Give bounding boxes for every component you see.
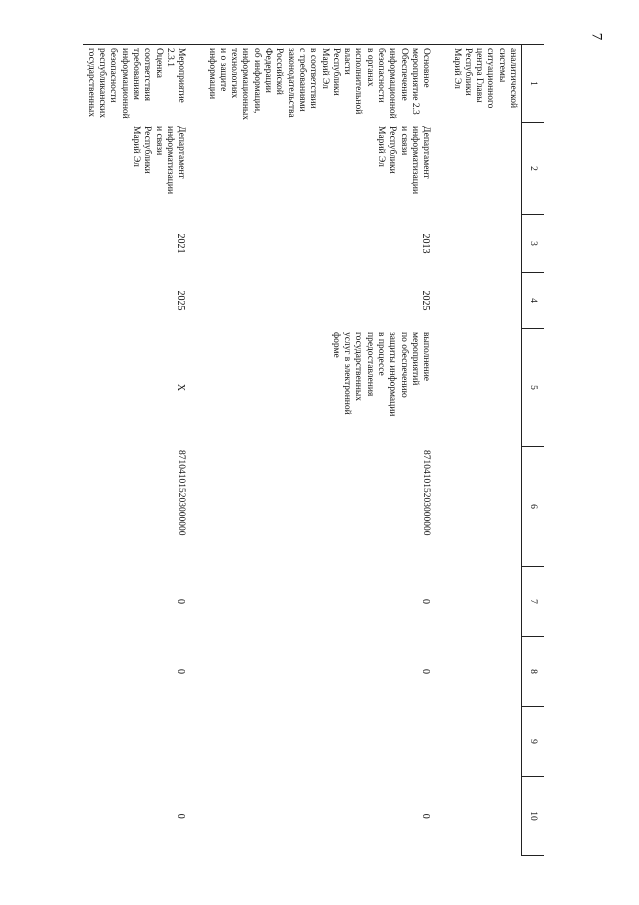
column-header-6: 6 (522, 447, 545, 567)
cell-10 (203, 777, 434, 856)
cell-value: 2021 (175, 233, 187, 254)
cell-text-line: безопасности (108, 48, 119, 103)
column-header-5: 5 (522, 329, 545, 447)
spacer-cell (434, 777, 448, 856)
cell-text-line: об информации, (251, 48, 262, 114)
cell-5 (83, 329, 190, 447)
cell-4 (83, 273, 190, 329)
column-header-7: 7 (522, 567, 545, 637)
cell-text-line: выполнение (421, 332, 432, 382)
cell-4 (203, 273, 434, 329)
cell-value: 0 (420, 599, 432, 604)
cell-text-line: требованиям (131, 48, 142, 100)
cell-3 (203, 215, 434, 273)
cell-text-line: Оценка (153, 48, 164, 78)
cell-text-line: Обеспечение (398, 48, 409, 101)
column-header-8: 8 (522, 637, 545, 707)
cell-8 (448, 637, 521, 707)
cell-text-line: и связи (153, 126, 164, 156)
header-row (522, 45, 545, 856)
cell-text-line: государственных (353, 332, 364, 402)
cell-text-line: Республики (387, 126, 398, 174)
cell-8 (203, 637, 434, 707)
cell-9 (83, 707, 190, 777)
cell-7 (203, 567, 434, 637)
cell-10 (83, 777, 190, 856)
cell-text-line: Марий Эл (131, 126, 142, 167)
cell-text-line: форме (330, 332, 341, 358)
cell-text-line: аналитической (508, 48, 518, 109)
cell-10 (448, 777, 521, 856)
cell-text-line: информации (206, 48, 217, 100)
cell-text-line: республиканских (97, 48, 108, 118)
cell-text-line: защиты информации (387, 332, 398, 417)
cell-6 (448, 447, 521, 567)
cell-text-line: Департамент (421, 126, 432, 179)
cell-text-line: Основное (421, 48, 432, 88)
column-header-1: 1 (522, 45, 545, 123)
table-row (83, 45, 190, 856)
cell-text-line: Мероприятие 2.3.1 (164, 48, 187, 103)
cell-2 (83, 123, 190, 215)
table-body (83, 45, 522, 856)
cell-1 (203, 45, 434, 123)
spacer-cell (434, 123, 448, 215)
cell-text-line: системы (496, 48, 507, 83)
cell-text-line: безопасности (376, 48, 387, 103)
spacer-cell (434, 329, 448, 447)
cell-text-line: Марий Эл (451, 48, 462, 89)
page-number: 7 (588, 32, 605, 41)
cell-text-line: технологиях (229, 48, 240, 99)
cell-text-line: Республики (462, 48, 473, 96)
spacer-cell (189, 215, 203, 273)
cell-text-line: Департамент (176, 126, 187, 179)
cell-text-line: информатизации (409, 126, 420, 195)
program-table (83, 44, 544, 856)
cell-3 (83, 215, 190, 273)
rotated-table-container (85, 44, 544, 855)
cell-5 (448, 329, 521, 447)
cell-8 (83, 637, 190, 707)
column-header-2: 2 (522, 123, 545, 215)
cell-text-line: информационной (119, 48, 130, 119)
spacer-cell (189, 637, 203, 707)
spacer-cell (434, 273, 448, 329)
table-row (448, 45, 521, 856)
cell-text-line: ситуационного (485, 48, 496, 109)
cell-text-line: предоставления (364, 332, 375, 397)
cell-text-line: соответствия (142, 48, 153, 101)
cell-5 (203, 329, 434, 447)
cell-text-line: услуг в электронной (342, 332, 353, 415)
spacer-cell (434, 637, 448, 707)
spacer-cell (189, 45, 203, 123)
spacer-cell (434, 447, 448, 567)
cell-text-line: Марий Эл (376, 126, 387, 167)
spacer-cell (434, 215, 448, 273)
cell-text-line: Республики (142, 126, 153, 174)
spacer-cell (189, 329, 203, 447)
cell-text-line: и связи (398, 126, 409, 156)
row-spacer (189, 45, 203, 856)
cell-7 (83, 567, 190, 637)
cell-text-line: Федерации (263, 48, 274, 93)
cell-value: 0 (175, 813, 187, 819)
cell-1 (83, 45, 190, 123)
column-header-9: 9 (522, 707, 545, 777)
cell-text-line: и о защите (217, 48, 228, 92)
cell-text-line: информационных (240, 48, 251, 121)
cell-text-line: мероприятие 2.3 (409, 48, 420, 115)
cell-2 (448, 123, 521, 215)
cell-value: 2025 (175, 290, 187, 311)
column-header-3: 3 (522, 215, 545, 273)
column-header-10: 10 (522, 777, 545, 856)
cell-text-line: законодательства (285, 48, 296, 118)
cell-text-line: по обеспечению (398, 332, 409, 398)
cell-text-line: Российской (274, 48, 285, 95)
cell-text-line: в процессе (376, 332, 387, 376)
spacer-cell (189, 707, 203, 777)
cell-text-line: в органах (364, 48, 375, 87)
cell-6 (203, 447, 434, 567)
cell-value: 0 (175, 599, 187, 604)
cell-text-line: X (175, 383, 187, 392)
cell-2 (203, 123, 434, 215)
cell-text-line: информационной (387, 48, 398, 119)
cell-text-line: исполнительной (353, 48, 364, 115)
cell-9 (448, 707, 521, 777)
cell-text-line: информатизации (164, 126, 175, 195)
cell-7 (448, 567, 521, 637)
cell-text-line: с требованиями (296, 48, 307, 112)
spacer-cell (189, 447, 203, 567)
cell-value: 0 (420, 813, 432, 819)
cell-text-line: государственных (85, 48, 96, 118)
spacer-cell (189, 567, 203, 637)
spacer-cell (434, 707, 448, 777)
cell-value: 871041015203000000 (421, 450, 432, 536)
row-spacer (434, 45, 448, 856)
cell-text-line: власти Республики (330, 48, 353, 96)
spacer-cell (189, 777, 203, 856)
cell-9 (203, 707, 434, 777)
spacer-cell (189, 123, 203, 215)
cell-6 (83, 447, 190, 567)
cell-text-line: в соответствии (308, 48, 319, 109)
cell-1 (448, 45, 521, 123)
cell-value: 2025 (420, 290, 432, 311)
spacer-cell (434, 567, 448, 637)
cell-4 (448, 273, 521, 329)
cell-value: 2013 (420, 233, 432, 254)
cell-text-line: Марий Эл (319, 48, 330, 89)
cell-text-line: центра Главы (474, 48, 485, 103)
column-header-4: 4 (522, 273, 545, 329)
cell-value: 0 (420, 669, 432, 674)
cell-value: 0 (175, 669, 187, 674)
spacer-cell (434, 45, 448, 123)
spacer-cell (189, 273, 203, 329)
table-row (203, 45, 434, 856)
cell-value: 871041015203000000 (176, 450, 187, 536)
cell-text-line: мероприятий (409, 332, 420, 386)
cell-3 (448, 215, 521, 273)
